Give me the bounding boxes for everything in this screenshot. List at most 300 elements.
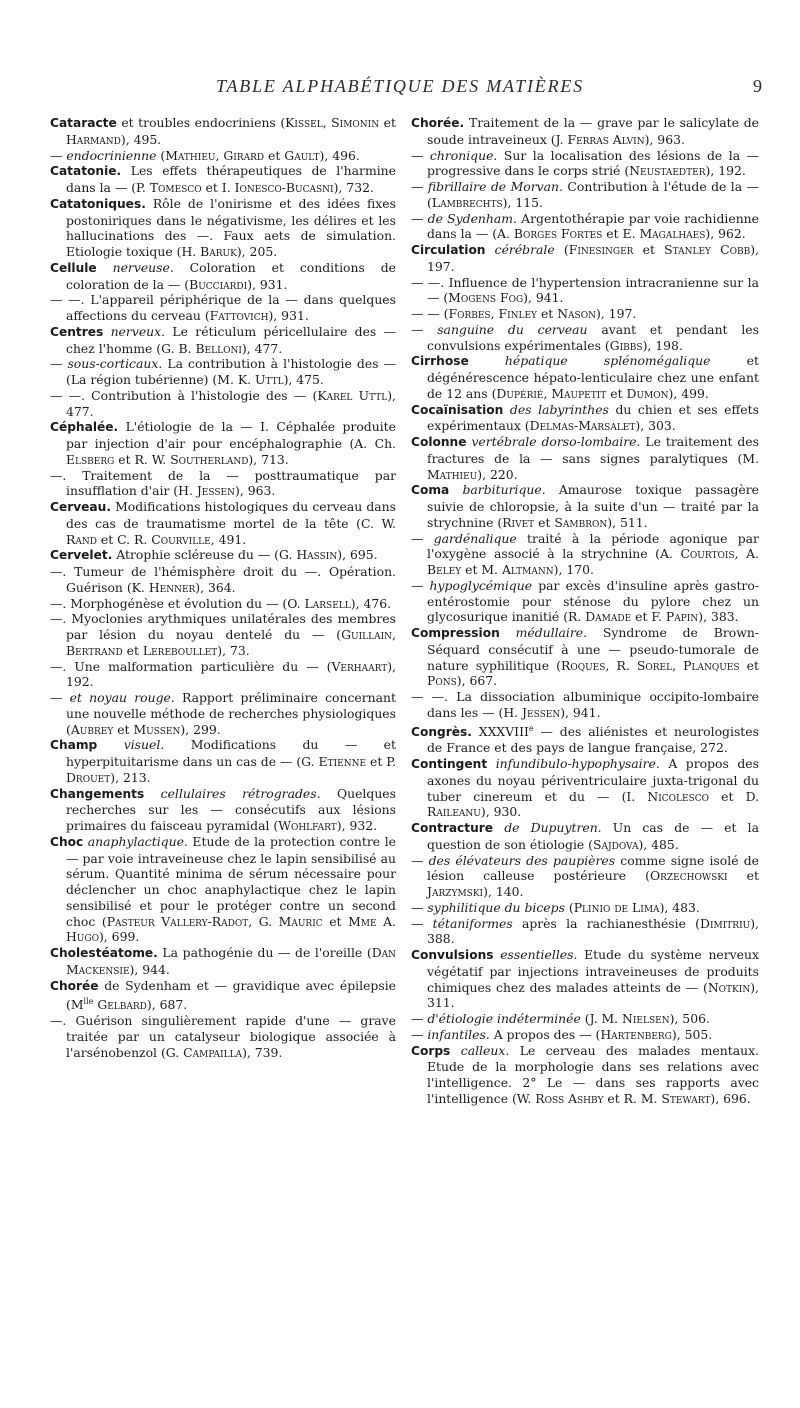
entry-headword: Céphalée. bbox=[50, 420, 119, 435]
entry-text: calleux. bbox=[460, 1042, 510, 1058]
entry-text: Verhaart bbox=[331, 658, 388, 674]
entry-text: Quelques recherches sur les — consécutifs aux lésions primaires du faisceau pyramidal ( bbox=[66, 785, 396, 833]
entry-text: Simonin bbox=[331, 115, 380, 130]
entry-text: Un cas de — et la question de son étiologie ( bbox=[427, 820, 759, 852]
entry-text: ), 944. bbox=[129, 961, 170, 977]
entry-text: ), 495. bbox=[120, 131, 162, 147]
entry-headword: Catatoniques. bbox=[50, 196, 146, 211]
index-entry bbox=[411, 578, 759, 625]
entry-text: ), 213. bbox=[110, 769, 151, 785]
entry-text: chronique. bbox=[429, 147, 498, 163]
index-entry bbox=[50, 596, 396, 612]
entry-text: d'étiologie indéterminée bbox=[427, 1011, 581, 1027]
entry-text: ), 667. bbox=[456, 673, 498, 689]
entry-text: — bbox=[411, 210, 428, 226]
index-entry bbox=[411, 322, 759, 354]
entry-text: et bbox=[537, 306, 558, 321]
entry-headword: Choc bbox=[50, 834, 84, 849]
entry-text: ), 963. bbox=[234, 483, 276, 499]
entry-text: et bbox=[606, 385, 627, 401]
entry-text: Ionesco-Bucasni bbox=[234, 180, 334, 195]
entry-text bbox=[486, 242, 495, 257]
entry-headword: Chorée bbox=[50, 978, 99, 993]
entry-text: A propos des — ( bbox=[489, 1026, 601, 1042]
entry-text: ), 192. bbox=[705, 163, 746, 179]
entry-text: ), 483. bbox=[659, 899, 700, 915]
entry-text: hypoglycémique bbox=[429, 577, 533, 593]
index-entry bbox=[50, 468, 396, 500]
running-title: TABLE ALPHABÉTIQUE DES MATIÈRES bbox=[216, 76, 584, 96]
entry-text: Finesinger bbox=[568, 242, 634, 257]
entry-text: ), 476. bbox=[350, 595, 392, 611]
index-entry bbox=[411, 482, 759, 530]
entry-text: ), 732. bbox=[333, 180, 374, 195]
entry-text: Le cerveau des malades mentaux. Etude de la morphologie dans ses relations avec l'intelligence. 2° Le — dans ses rapports avec l'intelligence (W. bbox=[427, 1042, 759, 1106]
entry-text: Rôle de l'onirisme et des idées fixes postoniriques dans le négativisme, les délires et les hallucinations des —. Faux aets de simulation. Etiologie toxique (H. bbox=[66, 195, 396, 259]
index-entry bbox=[411, 721, 759, 757]
entry-text: Nielsen bbox=[622, 1011, 670, 1027]
entry-text: , R. bbox=[605, 657, 637, 673]
entry-text: Karel Uttl bbox=[317, 387, 388, 403]
entry-text: nerveux. bbox=[110, 323, 166, 339]
entry-text: barbiturique. bbox=[462, 482, 546, 498]
index-entry bbox=[411, 689, 759, 721]
entry-text: médullaire. bbox=[515, 625, 588, 640]
entry-text: Sur la localisation des lésions de la — progressive dans le corps strié ( bbox=[427, 147, 759, 179]
entry-text: L'étiologie de la — I. Céphalée produite par injection d'air pour encéphalographie (A. Ch. bbox=[66, 419, 396, 451]
entry-text: Dupérié, Maupetit bbox=[496, 385, 607, 401]
entry-text: ), 170. bbox=[553, 562, 594, 577]
index-entry bbox=[411, 820, 759, 853]
entry-text: , bbox=[672, 657, 684, 673]
entry-text: Beley bbox=[427, 562, 462, 577]
entry-text: Mussen bbox=[133, 721, 181, 737]
entry-text: Sambron bbox=[554, 514, 608, 530]
entry-text: ), 696. bbox=[710, 1090, 751, 1106]
entry-text: — bbox=[411, 321, 438, 337]
entry-text: ), 505. bbox=[671, 1026, 713, 1042]
entry-text: et D. bbox=[709, 788, 760, 804]
entry-text: — des aliénistes et neurologistes de France et des pays de langue française, 272. bbox=[427, 723, 759, 756]
index-entry bbox=[411, 1043, 759, 1107]
entry-text: Dan Mackensie bbox=[66, 945, 396, 977]
index-entry bbox=[50, 737, 396, 785]
entry-text: Rapport préliminaire concernant une nouvelle méthode de recherches physiologiques ( bbox=[66, 690, 396, 737]
index-entry bbox=[411, 947, 759, 1011]
entry-text: Nicolesco bbox=[647, 788, 710, 804]
index-entry bbox=[411, 353, 759, 401]
entry-text: Jessen bbox=[522, 704, 561, 720]
entry-text: Magalhaes bbox=[639, 226, 706, 242]
entry-text: des labyrinthes bbox=[509, 401, 609, 417]
entry-text: ), 713. bbox=[248, 451, 289, 467]
index-entry bbox=[411, 242, 759, 275]
entry-text: Campailla bbox=[183, 1044, 243, 1060]
entry-text: ), 299. bbox=[180, 721, 221, 737]
entry-text: Uttl bbox=[254, 372, 284, 387]
entry-headword: Cerveau. bbox=[50, 500, 111, 514]
entry-text: Modifications du — et hyperpituitarisme dans un cas de — (G. bbox=[66, 737, 396, 769]
entry-text: ), 477. bbox=[66, 387, 396, 419]
entry-text: La contribution à l'histologie des — (La région tubérienne) (M. K. bbox=[66, 356, 396, 387]
entry-text: ), 963. bbox=[644, 131, 685, 147]
entry-text: du chien et ses effets expérimentaux ( bbox=[427, 401, 759, 434]
entry-text: —. Myoclonies arythmiques unilatérales des membres par lésion du noyau dentelé du — ( bbox=[50, 611, 396, 642]
entry-text: Traitement de la — grave par le salicylate de soude intraveineux (J. bbox=[427, 115, 759, 147]
entry-text: endocrinienne bbox=[66, 147, 157, 163]
entry-text: Ross Ashby bbox=[535, 1090, 604, 1106]
entry-headword: Colonne bbox=[411, 435, 467, 449]
entry-text: Elsberg bbox=[66, 451, 115, 467]
entry-text: Neustaedter bbox=[629, 163, 706, 179]
entry-text: et C. R. bbox=[96, 531, 152, 547]
entry-text: et bbox=[379, 115, 396, 130]
entry-text: et R. W. bbox=[114, 451, 171, 467]
entry-text: Plinio de Lima bbox=[573, 899, 660, 915]
entry-text: Papin bbox=[665, 609, 699, 625]
entry-headword: Coma bbox=[411, 483, 450, 498]
index-entry bbox=[50, 324, 396, 357]
entry-text: et bbox=[739, 657, 759, 673]
entry-text: Gault bbox=[284, 147, 320, 163]
entry-text: — bbox=[411, 852, 429, 868]
entry-text: Modifications histologiques du cerveau dans des cas de traumatisme mortel de la tête (C. W. bbox=[66, 499, 396, 531]
entry-text: ), 687. bbox=[146, 997, 188, 1013]
entry-text: essentielles. bbox=[500, 947, 578, 963]
entry-text: Kissel bbox=[285, 115, 323, 130]
index-entry bbox=[50, 611, 396, 658]
entry-text: Sorel bbox=[636, 657, 673, 673]
entry-text: —. Morphogénèse et évolution du — (O. bbox=[50, 595, 305, 611]
entry-text: Argentothérapie par voie rachidienne dans la — (A. bbox=[427, 210, 759, 242]
entry-text: Hartenberg bbox=[600, 1026, 672, 1042]
entry-text: ), 197. bbox=[427, 242, 759, 274]
entry-text: gardénalique bbox=[433, 530, 517, 546]
entry-text: ), 930. bbox=[480, 804, 522, 820]
entry-text: Gibbs bbox=[609, 337, 643, 353]
entry-text: Drouet bbox=[66, 769, 111, 785]
entry-text: et I. bbox=[201, 180, 235, 195]
entry-text: et bbox=[122, 642, 143, 658]
entry-text: —. Tumeur de l'hémisphère droit du —. Opération. Guérison (K. bbox=[50, 564, 396, 595]
index-entry bbox=[411, 179, 759, 211]
entry-text: Mathieu, Girard bbox=[165, 147, 265, 163]
entry-headword: Compression bbox=[411, 626, 500, 640]
entry-text bbox=[450, 1043, 460, 1058]
entry-text: et bbox=[264, 147, 285, 163]
entry-headword: Centres bbox=[50, 324, 104, 339]
entry-text: , A. bbox=[734, 546, 759, 562]
entry-text: ( bbox=[156, 147, 166, 163]
entry-text: ), 477. bbox=[241, 340, 283, 356]
left-column bbox=[50, 115, 396, 1060]
entry-text: ), 388. bbox=[427, 915, 759, 947]
entry-text bbox=[493, 820, 504, 835]
entry-text: ), 496. bbox=[319, 147, 360, 163]
index-entry bbox=[50, 659, 396, 691]
index-entry bbox=[50, 786, 396, 834]
entry-text: ), 499. bbox=[668, 385, 709, 401]
entry-text: Le réticulum péricellulaire des — chez l'homme (G. B. bbox=[66, 323, 396, 356]
entry-text: Henner bbox=[148, 579, 196, 595]
entry-text: de Dupuytren. bbox=[504, 820, 602, 836]
entry-text: Mogens Fog bbox=[448, 290, 524, 306]
entry-headword: Cellule bbox=[50, 260, 97, 275]
entry-text: anaphylactique. bbox=[87, 833, 188, 849]
entry-text: ), 475. bbox=[283, 372, 324, 387]
entry-text: par excès d'insuline après gastro-entérostomie pour sténose du pylore chez un glycosurique inanitié (R. bbox=[427, 577, 759, 625]
entry-text: ), 699. bbox=[98, 929, 140, 945]
index-entry bbox=[411, 625, 759, 689]
entry-text: ), 931. bbox=[268, 308, 309, 323]
entry-text: Contribution à l'étude de la — ( bbox=[427, 179, 759, 210]
entry-headword: Circulation bbox=[411, 243, 486, 257]
index-entry bbox=[50, 978, 396, 1014]
entry-text: Tomesco bbox=[149, 180, 202, 195]
entry-text: et dégénérescence hépato-lenticulaire chez une enfant de 12 ans ( bbox=[427, 353, 759, 401]
entry-text: Mathieu bbox=[427, 466, 478, 482]
entry-headword: Convulsions bbox=[411, 948, 494, 963]
entry-headword: Corps bbox=[411, 1043, 451, 1058]
index-entry bbox=[50, 163, 396, 196]
entry-text: — bbox=[50, 690, 70, 705]
entry-text: lle bbox=[83, 997, 94, 1007]
entry-text: Sajdova bbox=[593, 836, 639, 852]
entry-text: infantiles. bbox=[427, 1026, 490, 1042]
entry-text: Courville bbox=[151, 531, 211, 547]
index-entry bbox=[50, 564, 396, 596]
entry-text: sous-corticaux. bbox=[67, 356, 163, 372]
entry-text: — — ( bbox=[411, 306, 449, 321]
entry-text: et bbox=[113, 721, 134, 737]
entry-text: Jarzymski bbox=[427, 884, 484, 900]
entry-text: Stewart bbox=[661, 1090, 711, 1106]
index-entry bbox=[411, 306, 759, 322]
index-entry bbox=[50, 690, 396, 737]
entry-text: ), 941. bbox=[560, 704, 601, 720]
entry-text: Gelbard bbox=[97, 997, 147, 1013]
entry-text: ), 962. bbox=[705, 226, 746, 242]
entry-headword: Champ bbox=[50, 738, 98, 753]
entry-text: Delmas-Marsalet bbox=[529, 418, 636, 434]
entry-text bbox=[144, 786, 160, 801]
index-entry bbox=[411, 900, 759, 916]
entry-text: Altmann bbox=[501, 562, 554, 577]
entry-text: nerveuse. bbox=[112, 259, 174, 275]
entry-headword: Contracture bbox=[411, 821, 494, 836]
entry-text: et bbox=[633, 242, 665, 257]
entry-text: ), 303. bbox=[635, 418, 676, 434]
entry-text: Rand bbox=[66, 531, 97, 547]
entry-text: Pasteur Vallery-Radot, G. Mauric bbox=[106, 913, 323, 929]
index-entry bbox=[411, 916, 759, 948]
entry-text: ), 364. bbox=[195, 579, 236, 595]
entry-text: et F. bbox=[631, 609, 666, 625]
index-entry bbox=[50, 945, 396, 978]
entry-text: des élévateurs des paupières bbox=[428, 852, 616, 868]
entry-text: ), 931. bbox=[247, 276, 288, 292]
entry-text: —. Une malformation particulière du — ( bbox=[50, 658, 332, 674]
entry-text: visuel. bbox=[123, 737, 165, 753]
index-entry bbox=[50, 419, 396, 467]
index-entry bbox=[50, 196, 396, 260]
entry-text: hépatique splénomégalique bbox=[504, 353, 711, 369]
entry-text: syphilitique du biceps bbox=[427, 899, 565, 915]
entry-headword: Cirrhose bbox=[411, 354, 469, 369]
entry-text: ), 220. bbox=[477, 466, 518, 482]
index-entry bbox=[411, 531, 759, 578]
entry-text: Atrophie scléreuse du — (G. bbox=[112, 547, 297, 563]
entry-headword: Catatonie. bbox=[50, 164, 122, 179]
entry-text: — bbox=[411, 179, 428, 194]
entry-text: ), 205. bbox=[236, 244, 278, 259]
index-entry bbox=[50, 834, 396, 945]
index-entry bbox=[50, 388, 396, 420]
index-entry bbox=[50, 260, 396, 293]
index-entry bbox=[50, 499, 396, 547]
entry-text bbox=[500, 625, 516, 640]
entry-headword: Cocaïnisation bbox=[411, 402, 504, 417]
index-entry bbox=[411, 434, 759, 482]
entry-text: tétaniformes bbox=[432, 915, 513, 931]
entry-text: ), 197. bbox=[595, 306, 637, 321]
entry-text: ), 485. bbox=[638, 836, 679, 852]
right-column bbox=[411, 115, 759, 1107]
entry-text: Planques bbox=[683, 657, 740, 673]
entry-text: — —. L'appareil périphérique de la — dans quelques affections du cerveau ( bbox=[50, 292, 396, 323]
entry-text bbox=[97, 737, 123, 752]
entry-text: comme signe isolé de lésion calleuse postérieure ( bbox=[427, 852, 759, 884]
entry-text: Wohlfart bbox=[278, 818, 337, 833]
entry-text: et P. bbox=[366, 754, 397, 769]
entry-text: Orzechowski bbox=[649, 868, 728, 884]
entry-text: infundibulo-hypophysaire. bbox=[495, 756, 660, 772]
entry-text: ), 695. bbox=[337, 547, 378, 563]
entry-text: Roques bbox=[561, 657, 606, 673]
index-entry bbox=[411, 1027, 759, 1043]
entry-text: Forbes, Finley bbox=[448, 306, 537, 321]
entry-text: Jessen bbox=[196, 483, 235, 499]
entry-text: Bucciardi bbox=[189, 276, 248, 292]
entry-text: Fattovich bbox=[209, 308, 269, 323]
entry-text: fibrillaire de Morvan. bbox=[427, 179, 563, 194]
entry-text: A propos des axones du noyau périventriculaire juxta-trigonal du tuber cinereum et du — (I. bbox=[427, 756, 759, 804]
entry-headword: Contingent bbox=[411, 757, 488, 772]
entry-headword: Cholestéatome. bbox=[50, 946, 158, 960]
entry-text: ), 941. bbox=[523, 290, 564, 306]
entry-text: Etude du système nerveux végétatif par injections intraveineuses de produits chimiques chez des malades atteints de — ( bbox=[427, 947, 759, 995]
entry-text: ( bbox=[554, 242, 569, 257]
entry-text: Southerland bbox=[170, 451, 249, 467]
index-entry bbox=[50, 148, 396, 164]
entry-text: ), 192. bbox=[66, 658, 396, 690]
page-number: 9 bbox=[753, 76, 762, 96]
entry-text: — —. Influence de l'hypertension intracranienne sur la — ( bbox=[411, 274, 759, 306]
entry-text: ), 383. bbox=[698, 609, 739, 625]
entry-text: sanguine du cerveau bbox=[437, 321, 588, 337]
entry-text: — bbox=[411, 1026, 428, 1042]
entry-text: — —. La dissociation albuminique occipito-lombaire dans les — (H. bbox=[411, 689, 759, 720]
entry-text: Lereboullet bbox=[142, 642, 218, 658]
entry-text: Courtois bbox=[680, 546, 735, 562]
index-entry bbox=[411, 275, 759, 307]
entry-text: Etude de la protection contre le — par voie intraveineuse chez le lapin sensibilisé au sérum. Quantité minima de sérum nécessaire pour déclencher un choc anaphylactique chez le lapin sensibilisé et pour le protéger contre un second choc ( bbox=[66, 833, 396, 929]
entry-text: Borges Fortes bbox=[513, 226, 603, 242]
entry-headword: Changements bbox=[50, 786, 145, 801]
entry-text: de Sydenham. bbox=[427, 210, 517, 226]
entry-text: ), 311. bbox=[427, 979, 759, 1011]
entry-text: et bbox=[534, 514, 555, 530]
index-entry bbox=[50, 356, 396, 388]
entry-text bbox=[449, 482, 462, 497]
entry-text bbox=[487, 756, 496, 771]
entry-text: —. Guérison singulièrement rapide d'une — grave traitée par un catalyseur biologique associée à l'arsénobenzol (G. bbox=[50, 1013, 396, 1060]
entry-text bbox=[97, 260, 113, 275]
index-entry bbox=[411, 211, 759, 243]
entry-text: ), 198. bbox=[642, 337, 683, 353]
entry-text: — bbox=[50, 356, 68, 372]
index-entry bbox=[411, 115, 759, 148]
entry-text: Notkin bbox=[707, 979, 751, 995]
entry-text: ), 73. bbox=[217, 642, 250, 658]
entry-text: ), 115. bbox=[502, 194, 543, 210]
entry-text: de Sydenham et — gravidique avec épilepsie (M bbox=[66, 977, 396, 1013]
entry-text: après la rachianesthésie ( bbox=[512, 915, 701, 931]
entry-text: — bbox=[411, 1011, 428, 1027]
entry-text: et M. bbox=[461, 562, 502, 577]
entry-text: et bbox=[727, 868, 759, 884]
entry-text: Ferras Alvin bbox=[567, 131, 645, 147]
index-entry bbox=[411, 148, 759, 180]
entry-text: Belloni bbox=[195, 340, 242, 356]
entry-text: ( bbox=[564, 899, 574, 915]
entry-text: et bbox=[322, 913, 349, 929]
running-head bbox=[0, 76, 800, 100]
entry-text: Syndrome de Brown-Séquard consécutif à une — pseudo-tumorale de nature syphilitique ( bbox=[427, 625, 759, 673]
entry-text: ), 140. bbox=[483, 884, 524, 900]
entry-text: Stanley Cobb bbox=[664, 242, 751, 257]
entry-text: Larsell bbox=[304, 595, 351, 611]
entry-text: ), 511. bbox=[607, 514, 648, 530]
entry-text: Hassin bbox=[296, 547, 338, 563]
index-entry bbox=[50, 1013, 396, 1060]
entry-headword: Cervelet. bbox=[50, 548, 113, 563]
entry-text: Le traitement des fractures de la — sans signes paralytiques (M. bbox=[427, 434, 759, 466]
entry-headword: Chorée. bbox=[411, 116, 465, 130]
entry-text: traité à la période agonique par l'oxygène associé à la strychnine (A. bbox=[427, 530, 759, 562]
entry-text: et E. bbox=[602, 226, 640, 242]
entry-text: — bbox=[411, 530, 434, 546]
entry-text: Lambrechts bbox=[431, 194, 503, 210]
entry-text: et troubles endocriniens ( bbox=[116, 115, 286, 130]
index-entry bbox=[50, 292, 396, 324]
entry-text: , 491. bbox=[210, 531, 247, 547]
entry-text: Damade bbox=[585, 609, 632, 625]
index-entry bbox=[411, 756, 759, 820]
entry-headword: Congrès. bbox=[411, 724, 472, 739]
entry-text: — bbox=[411, 577, 430, 593]
entry-text: , bbox=[322, 115, 332, 130]
entry-text: — bbox=[411, 915, 433, 931]
entry-text bbox=[103, 324, 110, 339]
entry-text: avant et pendant les convulsions expérimentales ( bbox=[427, 321, 759, 353]
entry-text: — bbox=[50, 147, 67, 163]
entry-text: Baruk bbox=[200, 244, 237, 259]
entry-text: et R. M. bbox=[603, 1090, 662, 1106]
entry-text: et noyau rouge. bbox=[69, 690, 175, 705]
entry-text: Harmand bbox=[66, 131, 121, 147]
entry-text: Coloration et conditions de coloration de la — ( bbox=[66, 259, 396, 292]
